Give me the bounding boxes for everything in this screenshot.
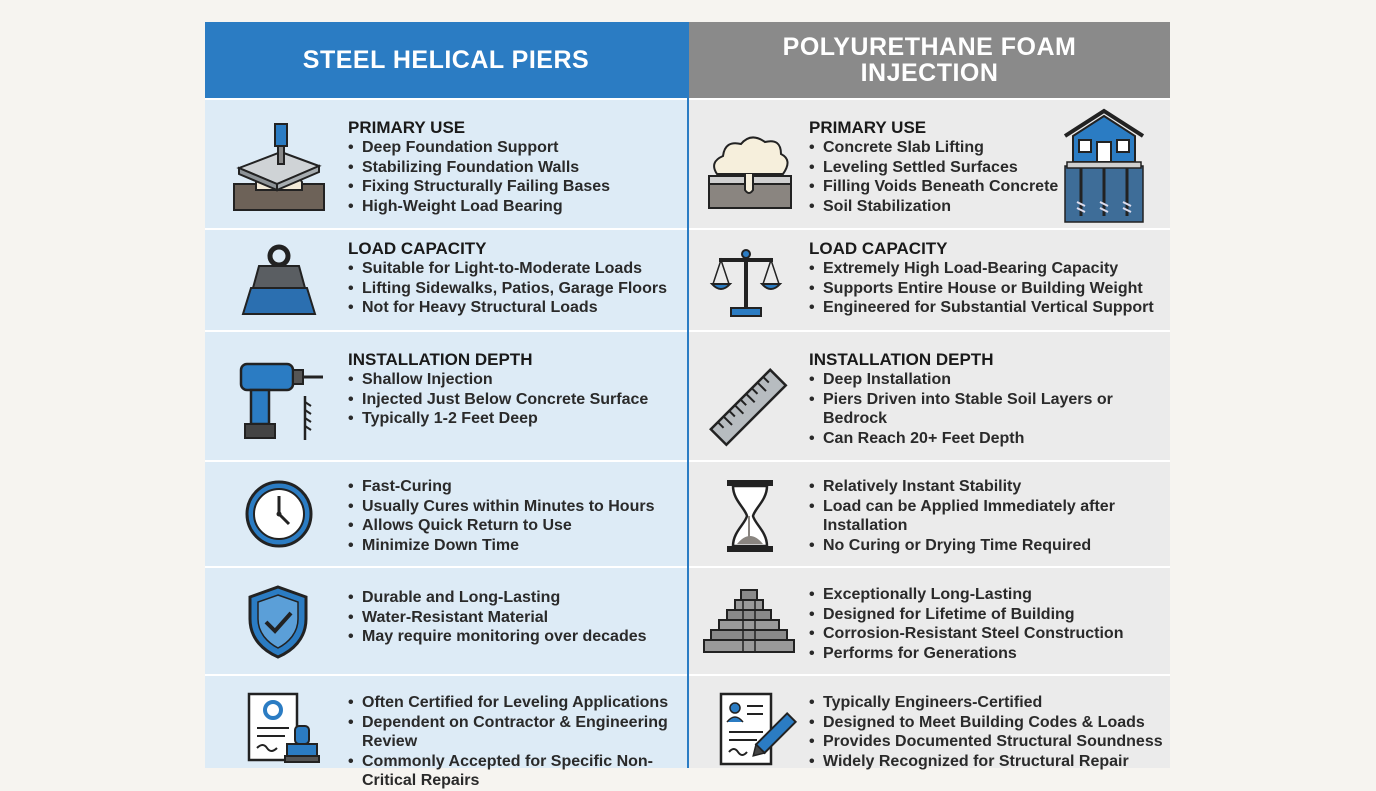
list-item: • Deep Foundation Support [348, 138, 683, 158]
right-row-primary-use [689, 100, 1170, 228]
list-item: • Suitable for Light-to-Moderate Loads [348, 259, 683, 279]
left-row-durability-text [348, 588, 683, 647]
list-item: • Exceptionally Long-Lasting [809, 585, 1166, 605]
list-item: • Lifting Sidewalks, Patios, Garage Floors [348, 279, 683, 299]
right-row-stability [689, 462, 1170, 566]
pier-press-icon [231, 122, 327, 214]
right-row-longevity-text [809, 585, 1166, 663]
left-row-curing-text [348, 477, 683, 555]
row-label: LOAD CAPACITY [348, 239, 487, 258]
row-label: PRIMARY USE [809, 118, 927, 137]
drill-icon [235, 354, 327, 446]
list-item: • Typically Engineers-Certified [809, 693, 1166, 713]
list-item: • Leveling Settled Surfaces [809, 158, 1166, 178]
certificate-stamp-icon [245, 690, 321, 770]
right-row-installation-depth [689, 332, 1170, 460]
left-row-installation-depth-text [348, 350, 683, 429]
list-item: • Minimize Down Time [348, 536, 683, 556]
right-row-stability-text [809, 477, 1166, 555]
list-item: • Supports Entire House or Building Weight [809, 279, 1166, 299]
right-row-certification [689, 676, 1170, 768]
right-row-certification-text [809, 693, 1166, 771]
list-item: • Water-Resistant Material [348, 608, 683, 628]
left-row-certification-text [348, 693, 683, 791]
weight-icon [241, 244, 317, 316]
right-row-installation-depth-text [809, 350, 1166, 448]
row-label: LOAD CAPACITY [809, 239, 948, 258]
list-item: • Relatively Instant Stability [809, 477, 1166, 497]
house-on-piers-icon [1061, 108, 1147, 224]
pyramid-icon [703, 588, 795, 654]
list-item: • Performs for Generations [809, 644, 1166, 664]
list-item: • No Curing or Drying Time Required [809, 536, 1166, 556]
row-label: INSTALLATION DEPTH [348, 350, 533, 369]
list-item: • Usually Cures within Minutes to Hours [348, 497, 683, 517]
right-column-header [689, 22, 1170, 98]
list-item: • Extremely High Load-Bearing Capacity [809, 259, 1166, 279]
list-item: • Deep Installation [809, 370, 1166, 390]
left-row-load-capacity-text [348, 239, 683, 318]
list-item: • Piers Driven into Stable Soil Layers or Bedrock [809, 390, 1166, 429]
list-item: • Filling Voids Beneath Concrete [809, 177, 1166, 197]
left-row-durability [205, 568, 687, 674]
balance-scale-icon [711, 246, 781, 318]
left-row-primary-use-text [348, 118, 683, 216]
left-column-title: STEEL HELICAL PIERS [302, 46, 590, 74]
shield-check-icon [245, 584, 311, 660]
right-row-load-capacity [689, 230, 1170, 330]
left-row-curing [205, 462, 687, 566]
list-item: • Soil Stabilization [809, 197, 1166, 217]
list-item: • Durable and Long-Lasting [348, 588, 683, 608]
list-item: • Load can be Applied Immediately after Installation [809, 497, 1166, 536]
list-item: • May require monitoring over decades [348, 627, 683, 647]
list-item: • Widely Recognized for Structural Repair [809, 752, 1166, 772]
list-item: • High-Weight Load Bearing [348, 197, 683, 217]
comparison-table [205, 22, 1170, 789]
list-item: • Typically 1-2 Feet Deep [348, 409, 683, 429]
right-row-longevity [689, 568, 1170, 674]
list-item: • Fast-Curing [348, 477, 683, 497]
left-row-primary-use [205, 100, 687, 228]
foam-cloud-icon [707, 136, 793, 212]
list-item: • Dependent on Contractor & Engineering Review [348, 713, 683, 752]
row-label: INSTALLATION DEPTH [809, 350, 994, 369]
list-item: • Stabilizing Foundation Walls [348, 158, 683, 178]
clock-icon [243, 478, 315, 550]
polyurethane-foam-column [689, 22, 1170, 768]
list-item: • Fixing Structurally Failing Bases [348, 177, 683, 197]
list-item: • Shallow Injection [348, 370, 683, 390]
list-item: • Designed to Meet Building Codes & Loads [809, 713, 1166, 733]
left-row-installation-depth [205, 332, 687, 460]
list-item: • Corrosion-Resistant Steel Construction [809, 624, 1166, 644]
row-label: PRIMARY USE [348, 118, 466, 137]
list-item: • Injected Just Below Concrete Surface [348, 390, 683, 410]
list-item: • Not for Heavy Structural Loads [348, 298, 683, 318]
list-item: • Designed for Lifetime of Building [809, 605, 1166, 625]
right-column-title-line2: INJECTION [860, 59, 999, 87]
ruler-icon [711, 368, 787, 448]
list-item: • Concrete Slab Lifting [809, 138, 1166, 158]
list-item: • Allows Quick Return to Use [348, 516, 683, 536]
list-item: • Often Certified for Leveling Applications [348, 693, 683, 713]
left-row-certification [205, 676, 687, 789]
list-item: • Can Reach 20+ Feet Depth [809, 429, 1166, 449]
list-item: • Engineered for Substantial Vertical Support [809, 298, 1166, 318]
steel-helical-piers-column [205, 22, 687, 789]
right-row-load-capacity-text [809, 239, 1166, 318]
list-item: • Provides Documented Structural Soundness [809, 732, 1166, 752]
left-column-header [205, 22, 687, 98]
left-row-load-capacity [205, 230, 687, 330]
list-item: • Commonly Accepted for Specific Non-Critical Repairs [348, 752, 683, 791]
right-column-title-line1: POLYURETHANE FOAM [782, 33, 1077, 61]
document-pen-icon [717, 690, 791, 770]
hourglass-icon [725, 478, 775, 554]
